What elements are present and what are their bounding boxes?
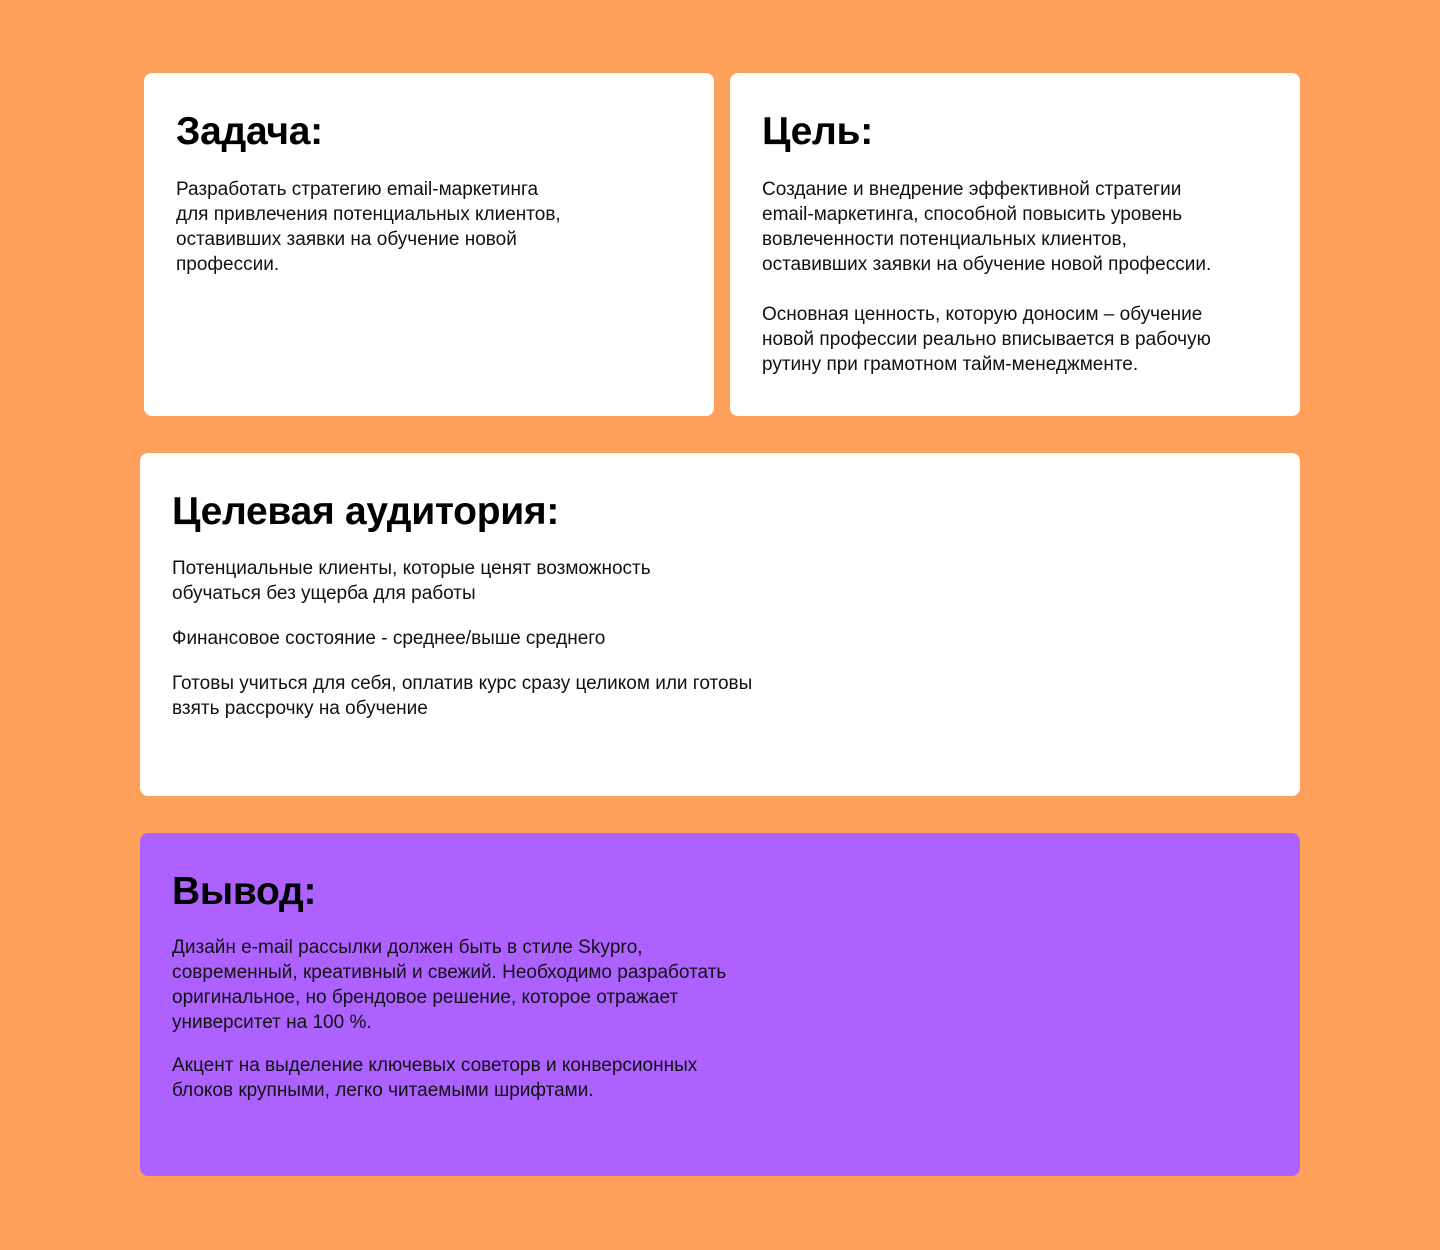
goal-body bbox=[762, 177, 1268, 377]
task-text: Разработать стратегию email-маркетинга для привлечения потенциальных клиентов, оставивших заявки на обучение новой профессии. bbox=[176, 179, 561, 275]
audience-title: Целевая аудитория: bbox=[172, 490, 560, 533]
audience-paragraph-finance: Финансовое состояние - среднее/выше среднего bbox=[172, 628, 606, 649]
audience-card bbox=[140, 453, 1300, 796]
goal-paragraph-value: Основная ценность, которую доносим – обучение новой профессии реально вписывается в рабочую рутину при грамотном тайм-менеджменте. bbox=[762, 304, 1211, 375]
audience-paragraph-payment: Готовы учиться для себя, оплатив курс сразу целиком или готовы взять рассрочку на обучение bbox=[172, 673, 753, 719]
audience-body bbox=[172, 556, 1268, 721]
conclusion-body bbox=[172, 935, 1268, 1103]
task-body bbox=[176, 177, 682, 277]
goal-title: Цель: bbox=[762, 110, 873, 153]
audience-paragraph-values: Потенциальные клиенты, которые ценят возможность обучаться без ущерба для работы bbox=[172, 558, 651, 604]
goal-paragraph: Создание и внедрение эффективной стратегии email-маркетинга, способной повысить уровень вовлеченности потенциальных клиентов, оставивших заявки на обучение новой профессии. bbox=[762, 179, 1212, 275]
goal-card bbox=[730, 73, 1300, 416]
conclusion-card bbox=[140, 833, 1300, 1176]
task-title: Задача: bbox=[176, 110, 323, 153]
conclusion-paragraph-accent: Акцент на выделение ключевых советорв и конверсионных блоков крупными, легко читаемыми шрифтами. bbox=[172, 1055, 698, 1101]
task-card bbox=[144, 73, 714, 416]
conclusion-title: Вывод: bbox=[172, 870, 317, 913]
conclusion-paragraph-design: Дизайн e-mail рассылки должен быть в стиле Skypro, современный, креативный и свежий. Необходимо разработать оригинальное, но брендовое решение, которое отражает университет на 100 %. bbox=[172, 937, 727, 1033]
